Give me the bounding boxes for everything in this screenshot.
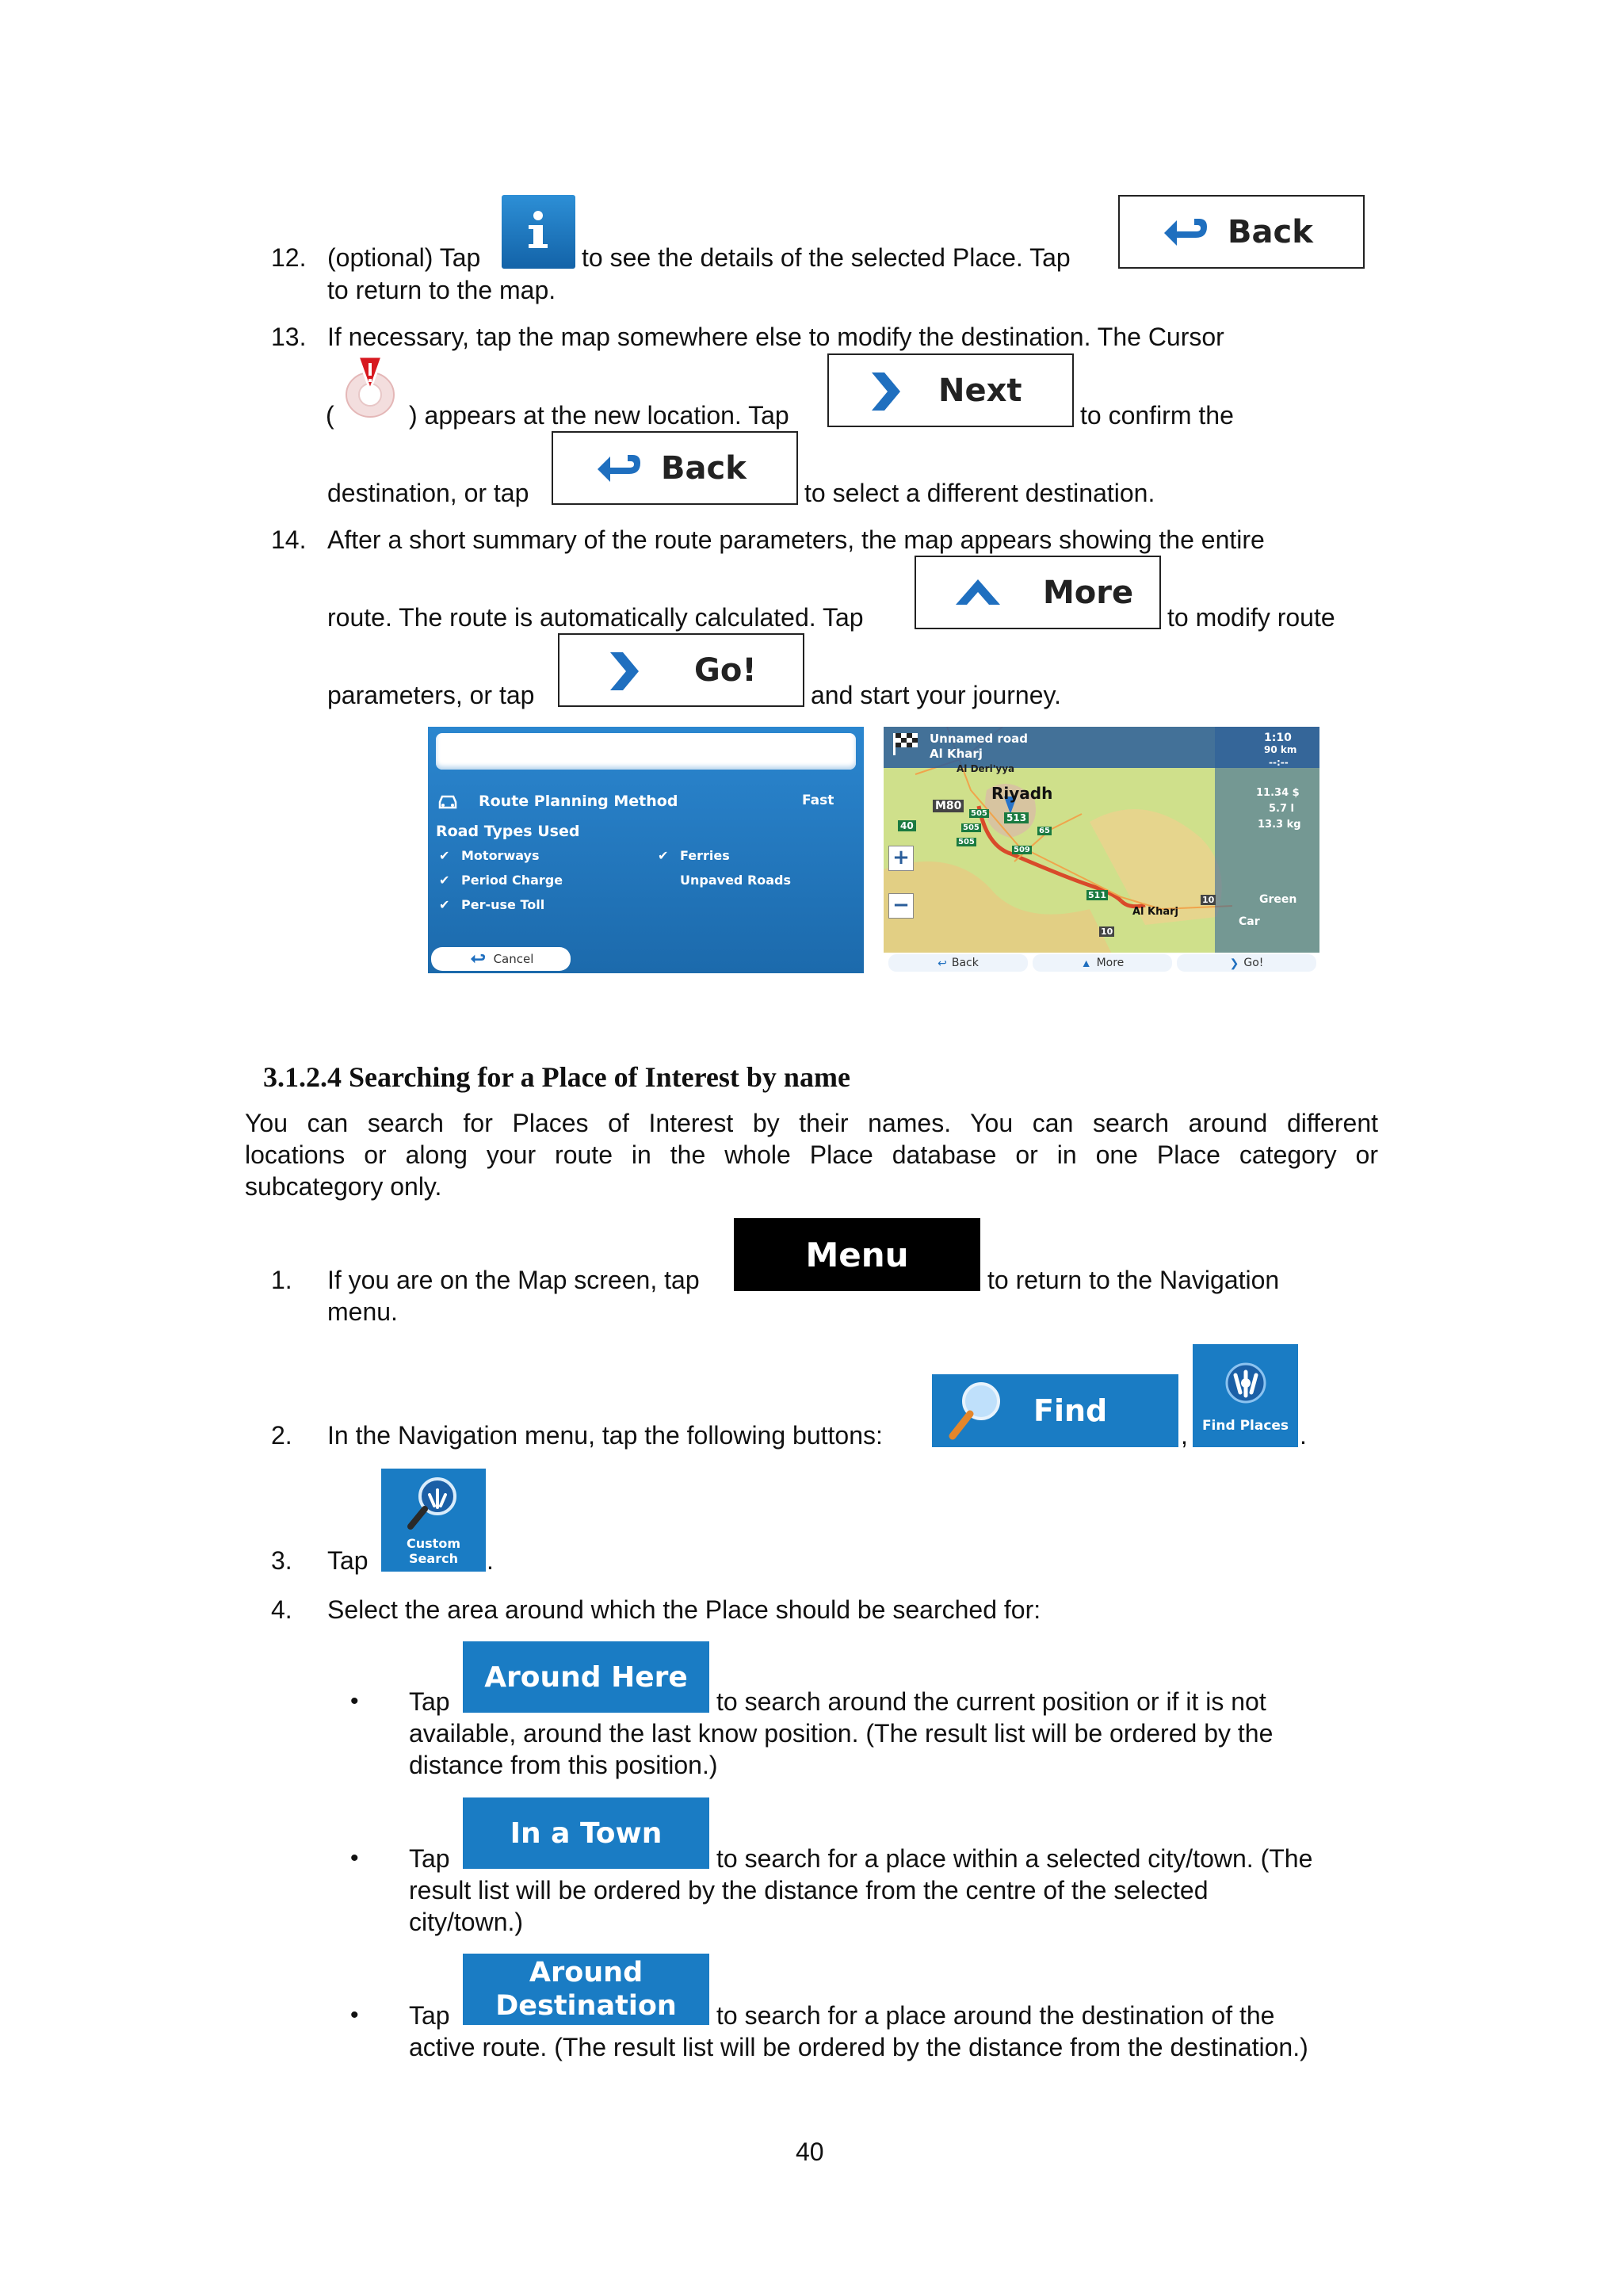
item-text: to modify route [1167,603,1335,632]
step-text: Tap [327,1546,369,1575]
bullet-text: city/town.) [409,1908,524,1936]
road-type-option[interactable]: Per-use Toll [461,897,545,912]
checkmark-icon: ✔ [439,897,450,912]
trip-co2: 13.3 kg [1258,819,1301,831]
item-text: destination, or tap [327,479,529,507]
find-places-icon [1218,1358,1274,1413]
chevron-right-icon [605,651,642,692]
cancel-button[interactable] [431,947,571,971]
search-bar [436,733,856,770]
map-road-label: Al Deri'yya [957,763,1015,774]
item-text: ) appears at the new location. Tap [409,401,789,430]
item-text: ( [326,401,334,430]
intro-paragraph-line: locations or along your route in the whole Place database or in one Place category or [245,1140,1378,1169]
step-number: 4. [271,1595,292,1624]
route-method-title: Route Planning Method [479,793,678,810]
map-more-button[interactable] [1033,954,1172,972]
checkered-flag-icon [892,732,920,755]
step-text: In the Navigation menu, tap the following buttons: [327,1421,883,1450]
city-name: Al Kharj [930,747,983,761]
step-text: . [1300,1421,1307,1450]
bullet-text: Tap [409,2001,450,2030]
eta-time: 1:10 [1264,732,1292,744]
next-button[interactable] [827,353,1074,427]
eta-distance: 90 km [1264,744,1297,755]
bullet-point: • [350,1845,359,1871]
bullet-text: active route. (The result list will be ordered by the distance from the destination.) [409,2033,1308,2061]
route-map-screenshot [884,727,1319,973]
cursor-pin-icon [342,353,398,420]
magnifier-icon [948,1379,1003,1442]
item-number: 13. [271,323,307,351]
road-badge: 513 [1004,812,1029,823]
bullet-text: available, around the last know position. (The result list will be ordered by the [409,1719,1274,1748]
road-badge: 511 [1088,890,1106,900]
chevron-up-icon: ▲ [1080,957,1092,969]
chevron-right-icon: ❯ [1229,956,1239,969]
find-button-label: Find [1033,1393,1108,1428]
go-button[interactable] [558,633,804,707]
item-text: to select a different destination. [804,479,1155,507]
route-type-green: Green [1259,893,1297,906]
item-text: If necessary, tap the map somewhere else to modify the destination. The Cursor [327,323,1224,351]
road-badge: 505 [963,823,980,832]
trip-fuel: 5.7 l [1269,803,1295,815]
find-places-button[interactable] [1193,1344,1298,1447]
route-method-value: Fast [802,793,834,808]
item-text: parameters, or tap [327,681,535,709]
chevron-up-icon [954,575,1002,609]
more-button[interactable] [915,556,1161,629]
road-badge: 505 [958,838,975,846]
bullet-text: result list will be ordered by the distance from the centre of the selected [409,1876,1209,1904]
step-text: to return to the Navigation [987,1266,1280,1294]
road-type-option[interactable]: Period Charge [461,873,563,888]
info-icon[interactable] [502,195,575,269]
more-button-label: More [1043,574,1134,611]
trip-cost: 11.34 $ [1256,787,1300,799]
road-badge: 10 [1202,895,1215,905]
back-arrow-icon [468,953,487,965]
step-text: . [487,1546,494,1575]
bullet-text: to search for a place around the destination of the [716,2001,1275,2030]
page-number: 40 [796,2137,824,2166]
back-arrow-icon: ↩ [938,956,947,969]
step-text: Select the area around which the Place should be searched for: [327,1595,1041,1624]
step-number: 1. [271,1266,292,1294]
map-back-button[interactable] [888,954,1028,972]
map-go-button[interactable] [1177,954,1316,972]
bullet-point: • [350,1688,359,1714]
road-badge: 505 [971,809,987,818]
map-city-label: Al Kharj [1132,906,1179,918]
zoom-in-icon[interactable]: + [888,846,914,871]
road-badge: M80 [933,800,964,812]
step-number: 2. [271,1421,292,1450]
back-button-label: Back [661,449,747,487]
custom-search-button[interactable] [381,1469,486,1572]
go-button-label: Go! [694,651,757,689]
section-heading: 3.1.2.4 Searching for a Place of Interest by name [263,1061,850,1093]
menu-button[interactable]: Menu [734,1218,980,1291]
street-name: Unnamed road [930,732,1028,746]
intro-paragraph-line: subcategory only. [245,1172,442,1201]
road-type-option[interactable]: Unpaved Roads [680,873,792,888]
road-types-title: Road Types Used [436,823,580,840]
item-text: to see the details of the selected Place. Tap [582,243,1071,272]
find-places-label: Find Places [1201,1418,1289,1434]
around-destination-label-line2: Destination [495,1990,677,2022]
checkmark-icon: ✔ [658,848,669,863]
bullet-text: distance from this position.) [409,1751,718,1779]
item-text: After a short summary of the route parameters, the map appears showing the entire [327,525,1265,554]
bullet-text: to search around the current position or if it is not [716,1687,1266,1716]
map-more-label: More [1096,957,1125,969]
item-number: 12. [271,243,307,272]
back-button-label: Back [1228,213,1313,250]
vehicle-type: Car [1239,915,1260,928]
around-destination-button[interactable] [463,1954,709,2025]
step-number: 3. [271,1546,292,1575]
road-badge: 509 [1014,846,1030,854]
road-badge: 10 [1101,926,1113,937]
road-type-option[interactable]: Ferries [680,848,730,863]
next-button-label: Next [938,372,1022,409]
around-here-button[interactable]: Around Here [463,1641,709,1713]
route-summary-screenshot [428,727,864,973]
custom-search-icon [406,1474,461,1531]
item-text: to confirm the [1080,401,1234,430]
road-badge: 65 [1039,827,1050,835]
bullet-text: to search for a place within a selected city/town. (The [716,1844,1313,1873]
checkmark-icon: ✔ [439,848,450,863]
bullet-text: Tap [409,1844,450,1873]
step-text: If you are on the Map screen, tap [327,1266,700,1294]
item-text: route. The route is automatically calculated. Tap [327,603,864,632]
item-text: and start your journey. [811,681,1062,709]
checkmark-icon: ✔ [439,873,450,888]
in-a-town-button[interactable]: In a Town [463,1797,709,1869]
road-type-option[interactable]: Motorways [461,848,540,863]
back-button[interactable] [552,431,798,505]
step-text: menu. [327,1297,398,1326]
back-arrow-icon [1161,214,1210,252]
bullet-text: Tap [409,1687,450,1716]
zoom-out-icon[interactable]: − [888,893,914,919]
eta-dash: --:-- [1269,757,1289,768]
chevron-right-icon [867,371,903,412]
map-back-label: Back [951,957,979,969]
custom-search-label: Custom Search [407,1536,460,1566]
map-go-label: Go! [1243,957,1264,969]
find-button[interactable] [932,1374,1178,1447]
cancel-label: Cancel [493,952,534,966]
step-text: , [1181,1421,1188,1450]
back-button[interactable] [1118,195,1365,269]
map-city-label: Riyadh [991,784,1053,803]
intro-paragraph-line: You can search for Places of Interest by their names. You can search around different [245,1109,1378,1137]
item-text: (optional) Tap [327,243,481,272]
back-arrow-icon [594,450,643,488]
car-icon [437,794,458,810]
item-number: 14. [271,525,307,554]
around-destination-label-line1: Around [529,1957,643,1988]
bullet-point: • [350,2002,359,2028]
road-badge: 40 [898,820,916,831]
item-text: to return to the map. [327,276,556,304]
